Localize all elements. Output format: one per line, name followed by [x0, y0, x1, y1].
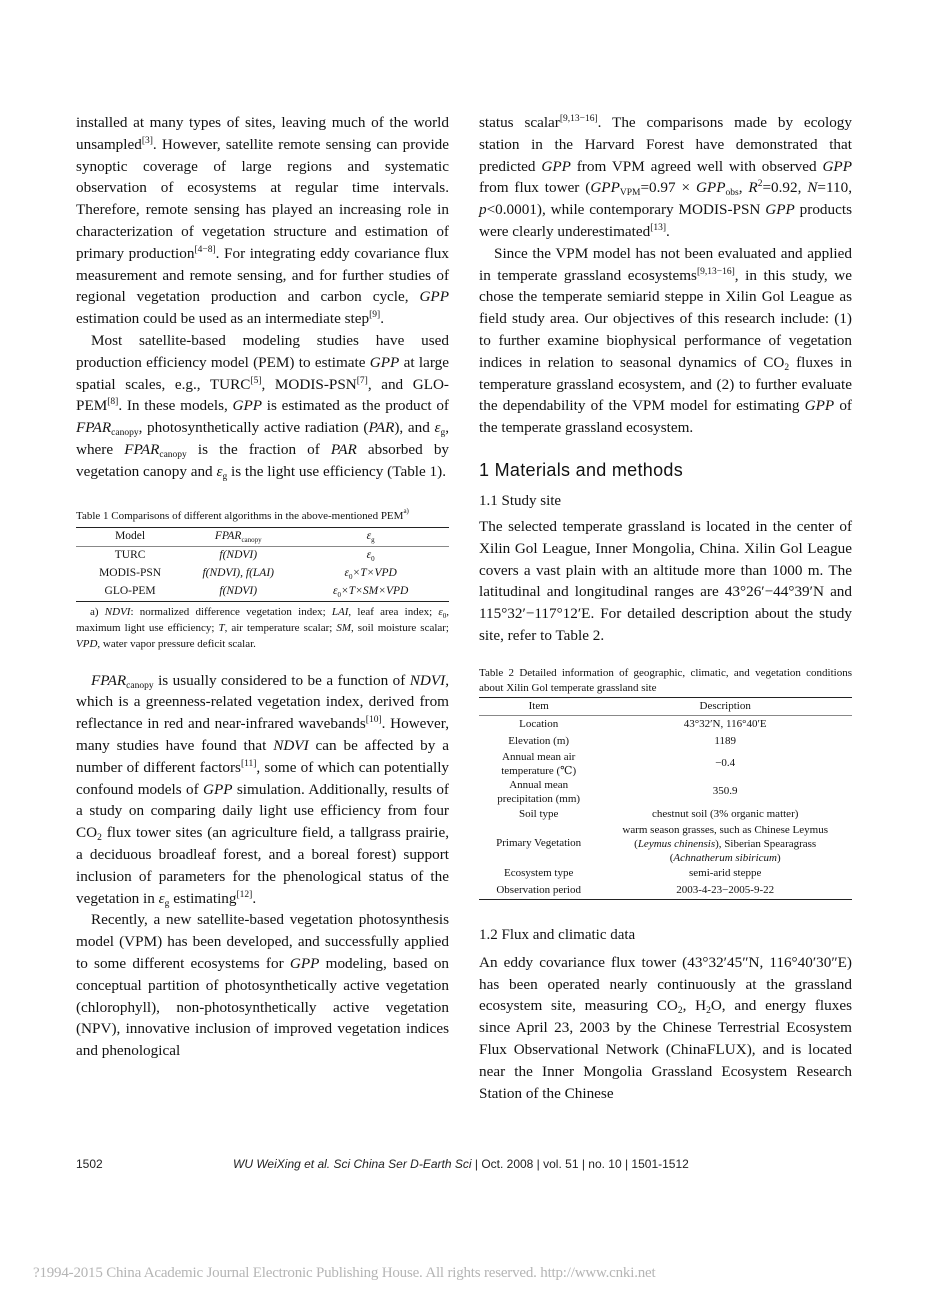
- table-row: Observation period 2003-4-23−2005-9-22: [479, 882, 852, 900]
- paragraph-fpar-ndvi: $FPAR_{canopy}$ is usually considered to be a function of NDVI, which is a greenness-related vegetation index, derived from reflectance in red and near-infrared wavebands[10]. However, many studies have found that NDVI can be affected by a number of different factors[11], some of which can potentially confound models of GPP simulation. Additionally, results of a study on comparing daily light use efficiency from four $CO_2$ flux tower sites (an agriculture field, a tallgrass prairie, a deciduous broadleaf forest, and a boreal forest) support inclusion of parameters for the phenological status of the vegetation in $\varepsilon_g$ estimating[12].: [76, 671, 450, 909]
- table-row: TURC f(NDVI) $\varepsilon_0$: [114, 548, 375, 563]
- table-1: [76, 506, 450, 652]
- table-1-grid: [76, 527, 449, 602]
- citation-ref: [4−8]: [194, 244, 216, 255]
- page-number: 1502: [76, 1157, 103, 1171]
- paragraph-flux-tower: An eddy covariance flux tower (43°32′45″N, 116°40′30″E) has been operated nearly continuously at the grassland ecosystem site, measuring $CO_2$, $H_2O$, and energy fluxes since April 23, 2003 by the Chinese Terrestrial Ecosystem Flux Observational Network (ChinaFLUX), and is located near the Inner Mongolia Grassland Ecosystem Research Station of the Chinese: [479, 953, 852, 1102]
- table-row: Annual mean air temperature (℃) −0.4: [501, 750, 736, 777]
- table-2-caption: Table 2 Detailed information of geographic, climatic, and vegetation conditions about Xilin Gol temperate grassland site: [479, 666, 852, 694]
- paragraph-pem-models: Most satellite-based modeling studies have used production efficiency model (PEM) to estimate GPP at large spatial scales, e.g., TURC[5], MODIS-PSN[7], and GLO-PEM[8]. In these models, GPP is estimated as the product of $FPAR_{canopy}$, photosynthetically active radiation (PAR), and $\varepsilon_g$, where $FPAR_{canopy}$ is the fraction of PAR absorbed by vegetation canopy and $\varepsilon_g$ is the light use efficiency (Table 1).: [76, 331, 450, 482]
- section-heading-materials-methods: 1 Materials and methods: [479, 459, 684, 480]
- column-header-model: Model: [76, 527, 184, 546]
- citation-ref: [3]: [141, 135, 153, 146]
- table-header-row: [76, 527, 449, 546]
- table-row: Annual mean precipitation (mm) 350.9: [497, 778, 738, 805]
- left-column: [76, 112, 449, 1062]
- table-1-caption: Table 1 Comparisons of different algorithms in the above-mentioned PEM$^{a)}$: [76, 506, 409, 522]
- table-row: GLO-PEM f(NDVI) $\varepsilon_0\times T\times SM\times VPD$: [76, 583, 449, 602]
- table-row: Elevation (m) 1189: [508, 734, 736, 747]
- paragraph-study-site: The selected temperate grassland is located in the center of Xilin Gol League, Inner Mongolia, China. Xilin Gol League covers a vast plain with an altitude more than 1000 m. The latitudinal and longitudinal ranges are 43°26′−44°39′N and 115°32′−117°12′E. For detailed description about the study site, refer to Table 2.: [479, 517, 852, 644]
- table-2: [479, 666, 852, 900]
- column-header-fpar: $FPAR_{canopy}$: [184, 527, 292, 546]
- table-row: Ecosystem type semi-arid steppe: [504, 866, 762, 879]
- copyright-watermark: ?1994-2015 China Academic Journal Electronic Publishing House. All rights reserved. http://www.cnki.net: [33, 1265, 656, 1281]
- table-row: Soil type chestnut soil (3% organic matter): [518, 807, 799, 820]
- paragraph-vpm-intro: Recently, a new satellite-based vegetation photosynthesis model (VPM) has been developed, and successfully applied to some different ecosystems for GPP modeling, based on conceptual partition of photosynthetically active vegetation (chlorophyll), non-photosynthetically active vegetation (NPV), innovative inclusion of improved vegetation indices and phenological: [76, 911, 450, 1060]
- subsection-heading-study-site: 1.1 Study site: [479, 492, 562, 509]
- table-row: Primary Vegetation warm season grasses, such as Chinese Leymus (Leymus chinensis), Siberian Spearagrass (Achnatherum sibiricum): [496, 823, 828, 864]
- column-header-item: Item: [479, 697, 598, 715]
- table-1-footnote: a) NDVI: normalized difference vegetation index; LAI, leaf area index; $\varepsilon_0$, maximum light use efficiency; T, air temperature scalar; SM, soil moisture scalar; VPD, water vapor pressure deficit scalar.: [76, 605, 450, 650]
- column-header-description: Description: [598, 697, 852, 715]
- column-header-epsilon: $\varepsilon_g$: [292, 527, 449, 546]
- citation-ref: [9]: [369, 310, 381, 321]
- paragraph-harvard-comparison: status scalar[9,13−16]. The comparisons made by ecology station in the Harvard Forest have demonstrated that predicted GPP from VPM agreed well with observed GPP from flux tower ($GPP_{VPM}=0.97 \times GPP_{obs}$, $R^2=0.92$, N=110, p<0.0001), while contemporary MODIS-PSN GPP products were clearly underestimated[13].: [479, 114, 853, 240]
- paragraph-objectives: Since the VPM model has not been evaluated and applied in temperate grassland ecosystems[9,13−16], in this study, we chose the temperate semiarid steppe in Xilin Gol League as field study area. Our objectives of this research include: (1) to further examine biophysical performance of vegetation indices in relation to seasonal dynamics of $CO_2$ fluxes in temperature grassland ecosystem, and (2) to further evaluate the dependability of the VPM model for estimating GPP of the temperate grassland ecosystem.: [479, 244, 853, 437]
- journal-citation: WU WeiXing et al. Sci China Ser D-Earth Sci | Oct. 2008 | vol. 51 | no. 10 | 1501-1512: [233, 1157, 689, 1171]
- paragraph-intro-remote-sensing: installed at many types of sites, leaving much of the world unsampled[3]. However, satellite remote sensing can provide synoptic coverage of large regions and systematic observation of ecosystems at regular time intervals. Therefore, remote sensing has played an increasing role in characterization of vegetation structure and estimation of primary production[4−8]. For integrating eddy covariance flux measurement and remote sensing, and for further studies of regional vegetation production and carbon cycle, GPP estimation could be used as an intermediate step[9].: [76, 114, 449, 328]
- right-column: [479, 112, 852, 1104]
- table-row: MODIS-PSN f(NDVI), f(LAI) $\varepsilon_0\times T\times VPD$: [99, 566, 397, 581]
- table-2-grid: [479, 697, 852, 900]
- table-row: Location 43°32′N, 116°40′E: [519, 717, 767, 730]
- subsection-heading-flux-data: 1.2 Flux and climatic data: [479, 926, 636, 943]
